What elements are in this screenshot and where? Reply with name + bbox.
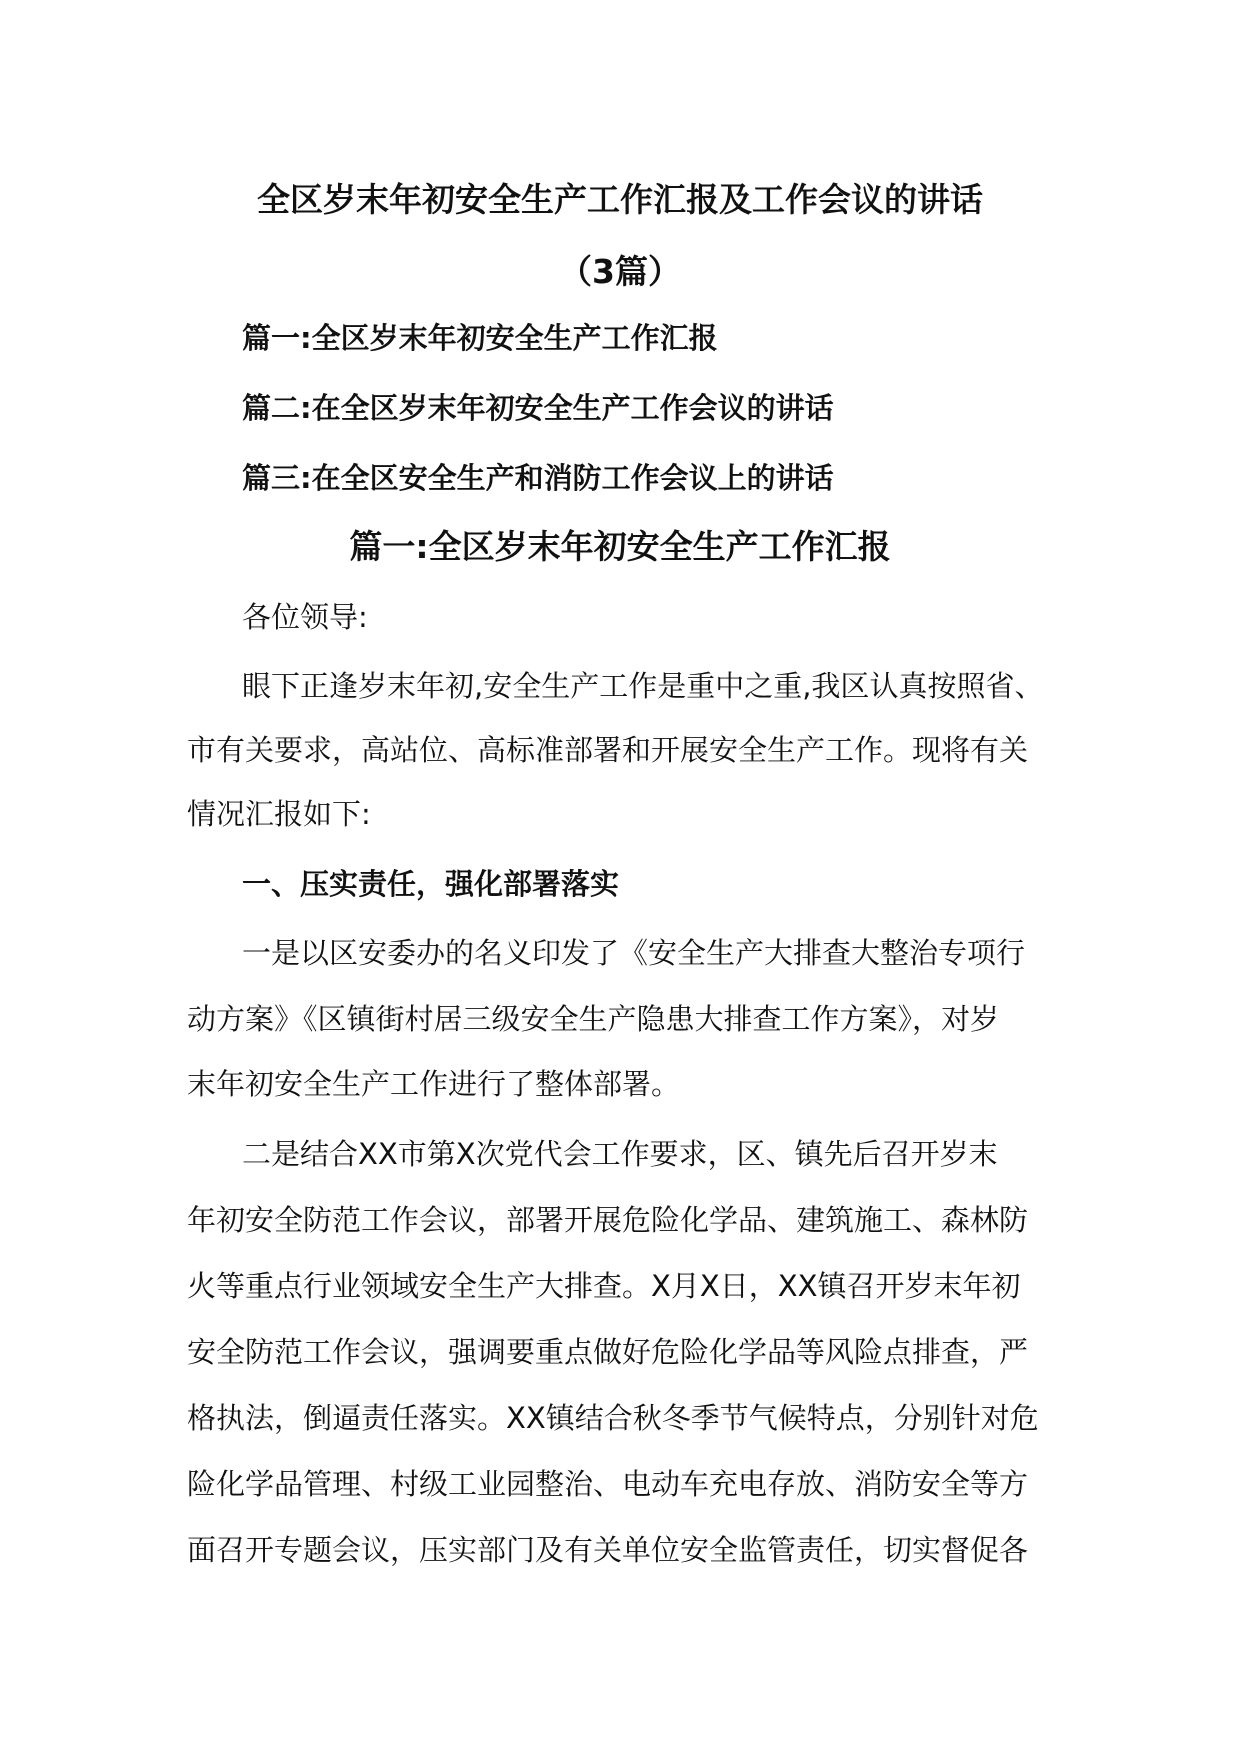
para1-line-3: 情况汇报如下: <box>187 797 371 831</box>
document-title-line-2: （3篇） <box>559 252 681 291</box>
para2-line-2: 动方案》《区镇街村居三级安全生产隐患大排查工作方案》，对岁 <box>187 1002 1000 1036</box>
para2-line-1: 一是以区安委办的名义印发了《安全生产大排查大整治专项行 <box>242 936 1026 970</box>
para3-line-1: 二是结合XX市第X次党代会工作要求，区、镇先后召开岁末 <box>242 1137 998 1171</box>
toc-item-3: 篇三:在全区安全生产和消防工作会议上的讲话 <box>242 461 834 495</box>
para1-line-1: 眼下正逢岁末年初,安全生产工作是重中之重,我区认真按照省、 <box>242 669 1044 703</box>
toc-item-2: 篇二:在全区岁末年初安全生产工作会议的讲话 <box>242 391 834 425</box>
para3-line-7: 面召开专题会议，压实部门及有关单位安全监管责任，切实督促各 <box>187 1533 1029 1567</box>
para3-line-2: 年初安全防范工作会议，部署开展危险化学品、建筑施工、森林防 <box>187 1203 1029 1237</box>
para1-line-2: 市有关要求，高站位、高标准部署和开展安全生产工作。现将有关 <box>187 733 1029 767</box>
para3-line-5: 格执法，倒逼责任落实。XX镇结合秋冬季节气候特点，分别针对危 <box>187 1401 1039 1435</box>
document-title-line-1: 全区岁末年初安全生产工作汇报及工作会议的讲话 <box>257 180 983 219</box>
para2-line-3: 末年初安全生产工作进行了整体部署。 <box>187 1067 681 1101</box>
toc-item-1: 篇一:全区岁末年初安全生产工作汇报 <box>242 321 718 355</box>
salutation: 各位领导: <box>242 600 368 634</box>
para3-line-6: 险化学品管理、村级工业园整治、电动车充电存放、消防安全等方 <box>187 1467 1029 1501</box>
para3-line-4: 安全防范工作会议，强调要重点做好危险化学品等风险点排查，严 <box>187 1335 1029 1369</box>
para3-line-3: 火等重点行业领域安全生产大排查。X月X日，XX镇召开岁末年初 <box>187 1269 1021 1303</box>
heading-1: 一、压实责任，强化部署落实 <box>242 867 620 901</box>
section-title: 篇一:全区岁末年初安全生产工作汇报 <box>349 527 891 566</box>
